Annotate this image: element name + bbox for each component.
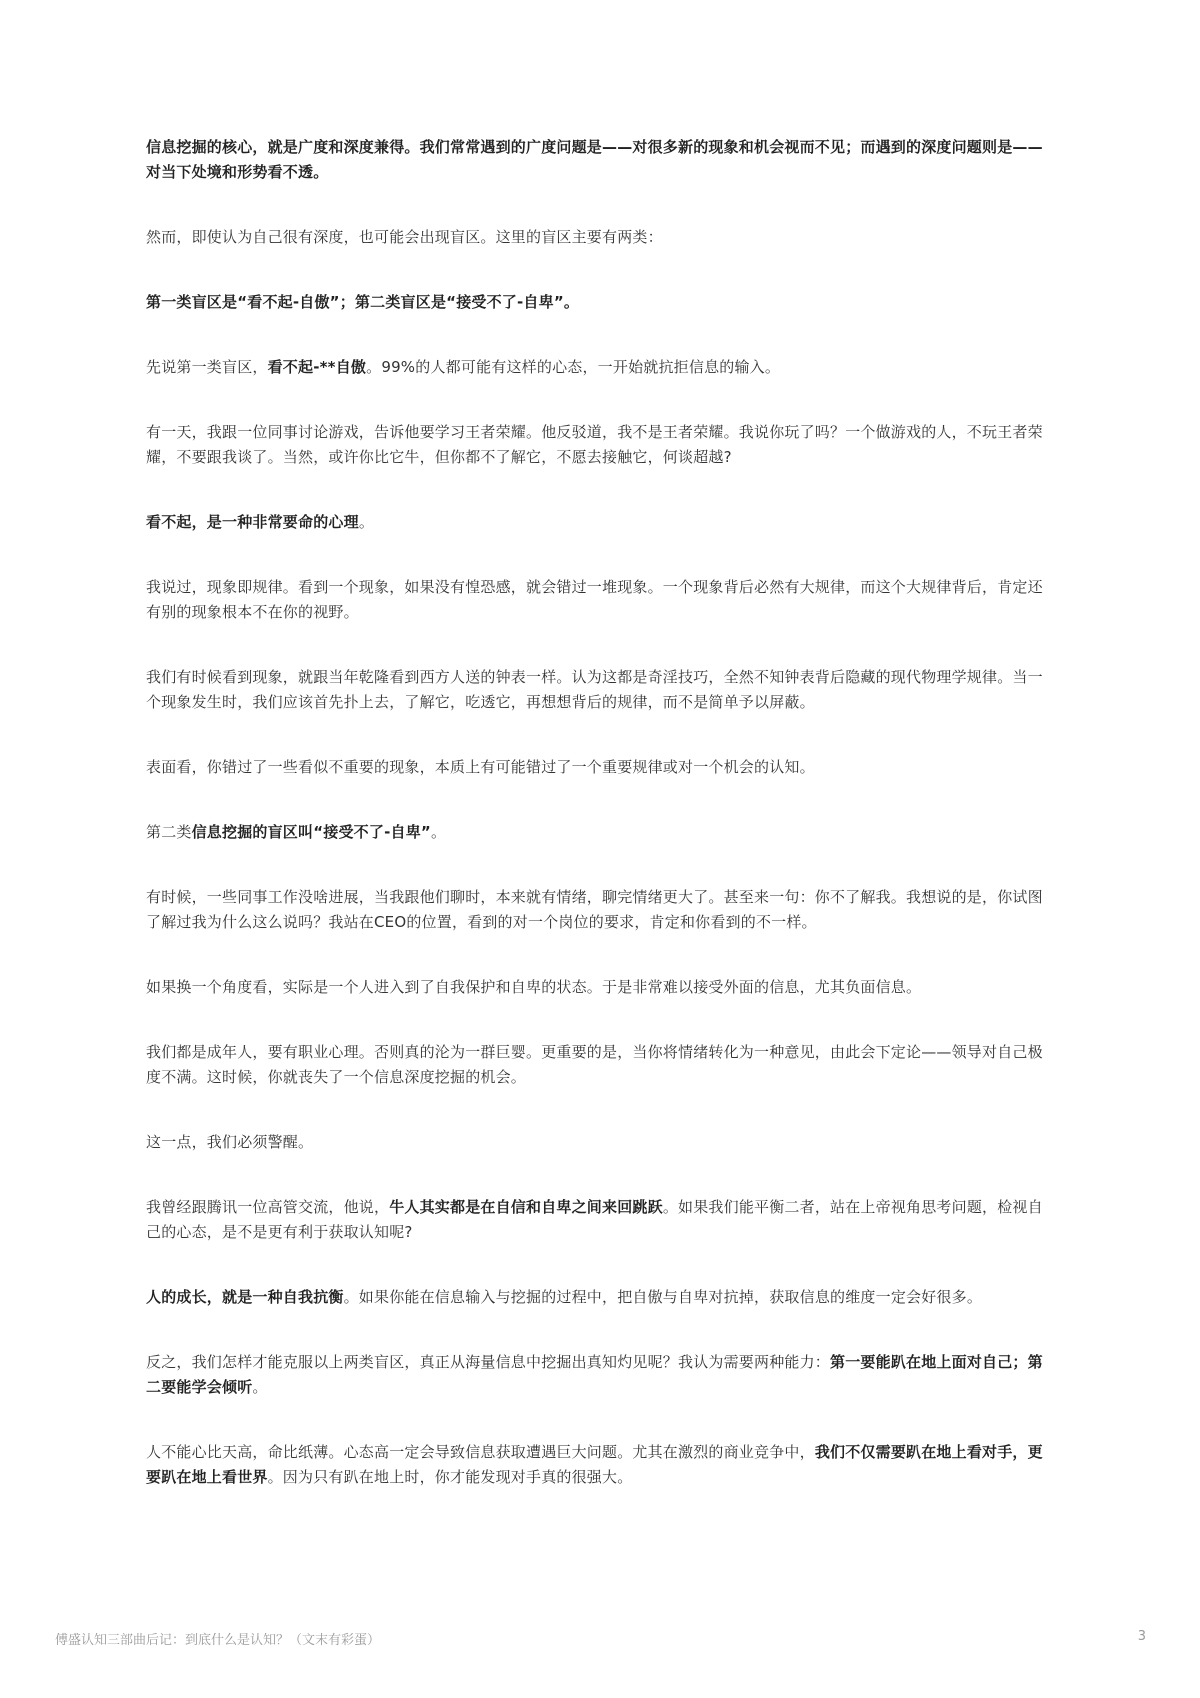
bold-text-segment: 看不起-**自傲 [267,358,367,376]
text-segment: 有时候，一些同事工作没啥进展，当我跟他们聊时，本来就有情绪，聊完情绪更大了。甚至来一句：你不了解我。我想说的是，你试图了解过我为什么这么说吗？我站在CEO的位置，看到的对一个岗位的要求，肯定和你看到的不一样。 [146,888,1043,931]
bold-text-segment: 第一类盲区是“看不起-自傲”；第二类盲区是“接受不了-自卑”。 [146,293,580,311]
bold-text-segment: 我们不仅需要趴在地上看对手，更要趴在地上看世界 [146,1443,1043,1486]
text-segment: 如果换一个角度看，实际是一个人进入到了自我保护和自卑的状态。于是非常难以接受外面的信息，尤其负面信息。 [146,978,922,996]
text-segment: 。 [252,1378,268,1396]
paragraph [146,885,1054,935]
text-segment: 我曾经跟腾讯一位高管交流，他说， [146,1198,390,1216]
paragraph [146,1440,1054,1490]
text-segment: 。 [358,513,375,531]
paragraph [146,420,1054,470]
text-segment: 然而，即使认为自己很有深度，也可能会出现盲区。这里的盲区主要有两类： [146,228,663,246]
paragraph [146,1285,1054,1310]
text-segment: 表面看，你错过了一些看似不重要的现象，本质上有可能错过了一个重要规律或对一个机会的认知。 [146,758,815,776]
paragraph [146,1195,1054,1245]
text-segment: 。99%的人都可能有这样的心态，一开始就抗拒信息的输入。 [366,358,781,376]
paragraph [146,510,1054,535]
text-segment: 有一天，我跟一位同事讨论游戏，告诉他要学习王者荣耀。他反驳道，我不是王者荣耀。我说你玩了吗？一个做游戏的人，不玩王者荣耀，不要跟我谈了。当然，或许你比它牛，但你都不了解它，不愿去接触它，何谈超越? [146,423,1043,466]
text-segment: 我说过，现象即规律。看到一个现象，如果没有惶恐感，就会错过一堆现象。一个现象背后必然有大规律，而这个大规律背后，肯定还有别的现象根本不在你的视野。 [146,578,1043,621]
bold-text-segment: 牛人其实都是在自信和自卑之间来回跳跃 [389,1198,663,1216]
paragraph [146,290,1054,315]
paragraph [146,355,1054,380]
text-segment: 人不能心比天高，命比纸薄。心态高一定会导致信息获取遭遇巨大问题。尤其在激烈的商业竞争中， [146,1443,815,1461]
paragraph [146,575,1054,625]
text-segment: 。 [430,823,447,841]
paragraph [146,1130,1054,1155]
text-segment: 这一点，我们必须警醒。 [146,1133,314,1151]
bold-text-segment: 信息挖掘的核心，就是广度和深度兼得。我们常常遇到的广度问题是——对很多新的现象和机会视而不见；而遇到的深度问题则是——对当下处境和形势看不透。 [146,138,1043,181]
bold-text-segment: 人的成长，就是一种自我抗衡 [146,1288,344,1306]
text-segment: 我们有时候看到现象，就跟当年乾隆看到西方人送的钟表一样。认为这都是奇淫技巧，全然不知钟表背后隐藏的现代物理学规律。当一个现象发生时，我们应该首先扑上去，了解它，吃透它，再想想背后的规律，而不是简单予以屏蔽。 [146,668,1043,711]
bold-text-segment: 看不起，是一种非常要命的心理 [146,513,359,531]
bold-text-segment: 第一要能趴在地上面对自己；第二要能学会倾听 [146,1353,1043,1396]
paragraph [146,135,1054,185]
paragraph [146,1040,1054,1090]
text-segment: 。因为只有趴在地上时，你才能发现对手真的很强大。 [267,1468,633,1486]
text-segment: 第二类 [146,823,192,841]
paragraph [146,975,1054,1000]
paragraph [146,755,1054,780]
bold-text-segment: 信息挖掘的盲区叫“接受不了-自卑” [191,823,431,841]
text-segment: 反之，我们怎样才能克服以上两类盲区，真正从海量信息中挖掘出真知灼见呢？我认为需要两种能力： [146,1353,831,1371]
paragraph [146,1350,1054,1400]
article-body [146,135,1054,1530]
footer-page-number: 3 [1137,1629,1146,1644]
paragraph [146,820,1054,845]
paragraph [146,665,1054,715]
text-segment: 。如果你能在信息输入与挖掘的过程中，把自傲与自卑对抗掉，获取信息的维度一定会好很多。 [343,1288,983,1306]
text-segment: 。如果我们能平衡二者，站在上帝视角思考问题，检视自己的心态，是不是更有利于获取认知呢? [146,1198,1043,1241]
text-segment: 我们都是成年人，要有职业心理。否则真的沦为一群巨婴。更重要的是，当你将情绪转化为一种意见，由此会下定论——领导对自己极度不满。这时候，你就丧失了一个信息深度挖掘的机会。 [146,1043,1043,1086]
footer-document-title: 傅盛认知三部曲后记：到底什么是认知？（文末有彩蛋） [55,1633,381,1648]
paragraph [146,225,1054,250]
text-segment: 先说第一类盲区， [146,358,268,376]
